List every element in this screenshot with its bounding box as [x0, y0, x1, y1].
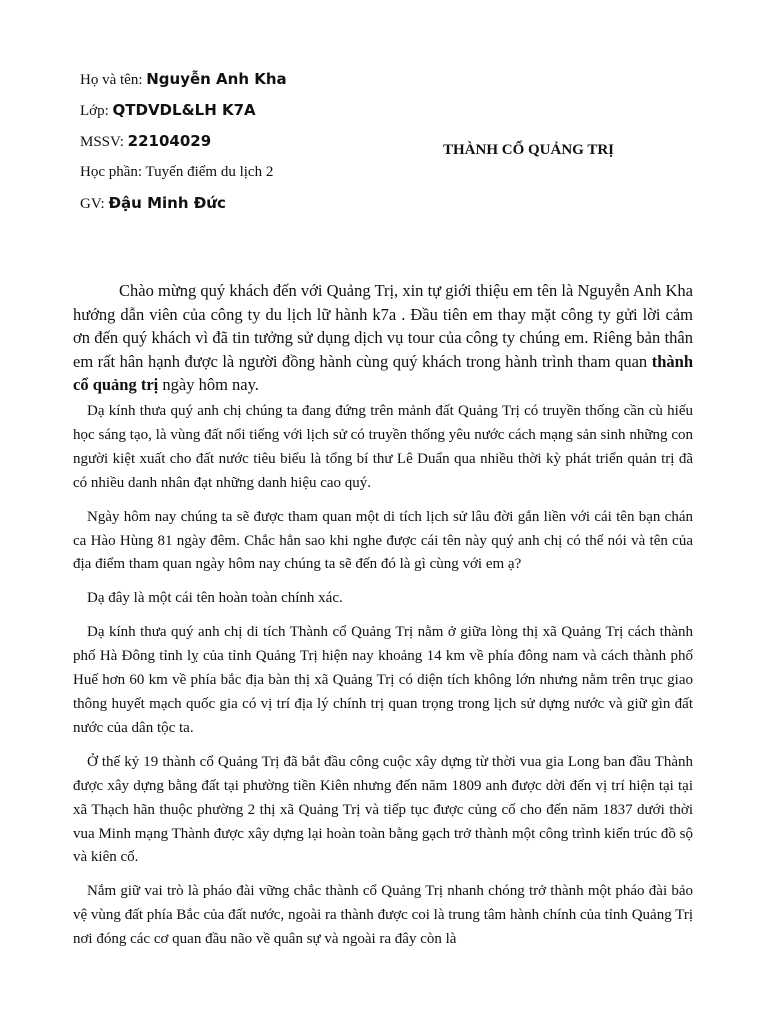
intro-paragraph [73, 279, 693, 397]
course-label: Học phần: [80, 164, 146, 180]
id-label: MSSV: [80, 134, 128, 150]
paragraph-4: Dạ kính thưa quý anh chị di tích Thành cổ Quảng Trị nằm ở giữa lòng thị xã Quảng Trị cách thành phố Hà Đông tỉnh lỵ của tỉnh Quảng Trị hiện nay khoảng 14 km về phía đông nam và cách thành phố Huế hơn 60 km về phía bắc địa bàn thị xã Quảng Trị có diện tích không lớn nhưng nằm trên trục giao thông huyết mạch quốc gia có vị trí địa lý chính trị quan trọng trong lịch sử dựng nước và giữ gìn đất nước của dân tộc ta. [73, 624, 693, 736]
paragraph-5: Ở thế kỷ 19 thành cổ Quảng Trị đã bắt đầu công cuộc xây dựng từ thời vua gia Long ban đầu Thành được xây dựng bằng đất tại phường tiền Kiên nhưng đến năm 1809 anh được dời đến vị trí hiện tại tại xã Thạch hãn thuộc phường 2 thị xã Quảng Trị và tiếp tục được củng cố cho đến năm 1837 dưới thời vua Minh mạng Thành được xây dựng lại hoàn toàn bằng gạch trở thành một công trình kiến trúc đồ sộ và kiên cố. [73, 753, 693, 866]
document-title: THÀNH CỔ QUẢNG TRỊ [443, 142, 614, 158]
student-id: 22104029 [127, 132, 212, 150]
name-label: Họ và tên: [80, 72, 147, 88]
intro-text-before: Chào mừng quý khách đến với Quảng Trị, xin tự giới thiệu em tên là Nguyễn Anh Kha hướng dẫn viên của công ty du lịch lữ hành k7a . Đầu tiên em thay mặt công ty gửi lời cảm ơn đến quý khách vì đã tin tưởng sử dụng dịch vụ tour của công ty chúng em. Riêng bản thân em rất hân hạnh được là người đồng hành cùng quý khách trong hành trình tham quan [73, 281, 693, 371]
teacher-label: GV: [80, 196, 109, 212]
class-label: Lớp: [80, 103, 113, 119]
paragraph-2: Ngày hôm nay chúng ta sẽ được tham quan một di tích lịch sử lâu đời gắn liền với cái tên bạn chán ca Hào Hùng 81 ngày đêm. Chắc hẳn sao khi nghe được cái tên này quý anh chị có thể nói và tên của địa điểm tham quan ngày hôm nay chúng ta sẽ đến đó là gì cùng với em ạ? [73, 508, 693, 573]
intro-highlight: thành cổ quảng trị [73, 351, 693, 395]
course-name: Tuyến điểm du lịch 2 [145, 164, 274, 180]
intro-text-after: ngày hôm nay. [158, 375, 259, 395]
course-row [80, 157, 287, 188]
student-name: Nguyễn Anh Kha [146, 70, 287, 88]
paragraph-1: Dạ kính thưa quý anh chị chúng ta đang đứng trên mảnh đất Quảng Trị có truyền thống cần cù hiếu học sáng tạo, là vùng đất nổi tiếng với lịch sử có truyền thống yêu nước cách mạng sản sinh những con người kiệt xuất cho đất nước tiêu biểu là tổng bí thư Lê Duẩn qua nhiều thời kỳ phát triển quản trị đã có nhiều danh nhân đạt những danh hiệu cao quý. [73, 403, 693, 491]
student-class: QTDVDL&LH K7A [112, 101, 256, 119]
paragraph-6: Nắm giữ vai trò là pháo đài vững chắc thành cổ Quảng Trị nhanh chóng trở thành một pháo đài bảo vệ vùng đất phía Bắc của đất nước, ngoài ra thành được coi là trung tâm hành chính của tỉnh Quảng Trị nơi đóng các cơ quan đầu não về quân sự và ngoài ra đây còn là [73, 883, 693, 948]
paragraph-3: Dạ đây là một cái tên hoàn toàn chính xác. [87, 590, 343, 607]
student-info [80, 64, 287, 219]
teacher-row [80, 188, 287, 219]
id-row [80, 126, 287, 157]
body-text [73, 400, 693, 962]
teacher-name: Đậu Minh Đức [108, 194, 226, 212]
class-row [80, 95, 287, 126]
name-row [80, 64, 287, 95]
